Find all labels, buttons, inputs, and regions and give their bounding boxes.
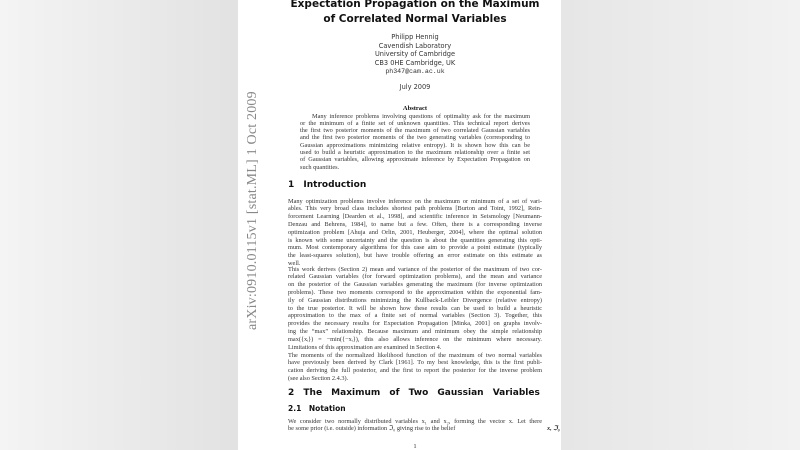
text-line: on the posterior of the Gaussian variables generating the maximum (for inverse optimization bbox=[288, 281, 542, 289]
text-line: approximation to the max of a finite set of normal variables (Section 3). Together, this bbox=[288, 312, 542, 320]
paper-date: July 2009 bbox=[399, 83, 431, 91]
text-line: used to build a heuristic approximation to the maximum relationship over a finite set bbox=[300, 149, 530, 156]
text-line: Denzau and Behrens, 1984], to name but a few. Often, there is a corresponding inverse bbox=[288, 220, 542, 228]
author-email: ph347@cam.ac.uk bbox=[385, 68, 445, 75]
author-affiliation: University of Cambridge bbox=[374, 50, 456, 58]
paper-title-line-2: of Correlated Normal Variables bbox=[323, 13, 507, 25]
margin-math: x, ℑ₀ bbox=[547, 425, 560, 432]
text-line: Gaussian approximations minimizing relative entropy). It is shown how this can be bbox=[300, 141, 530, 149]
subsection-2-1-heading: 2.1 Notation bbox=[288, 404, 346, 413]
author-affiliation: CB3 0HE Cambridge, UK bbox=[374, 59, 456, 67]
section-1-heading: 1 Introduction bbox=[288, 180, 367, 190]
text-line: forcement Learning [Dearden et al., 1998], and scientific inference in Seismology [Neumann- bbox=[288, 213, 542, 221]
text-line: or the minimum of a finite set of unknown quantities. This technical report derives bbox=[300, 119, 530, 127]
text-line: cation deriving the full posterior, and the first to report the posterior for the inverse problem bbox=[288, 367, 542, 375]
page-number: 1 bbox=[413, 443, 417, 450]
text-line: problems). These two moments correspond to the approximation within the exponential fam- bbox=[288, 288, 542, 296]
text-line: Many optimization problems involve inference on the maximum or minimum of a set of vari- bbox=[288, 197, 542, 205]
text-line: Many inference problems involving questions of optimality ask for the maximum bbox=[312, 112, 530, 120]
text-line: the least-squares solution), but have trouble offering an error estimate on this estimate as bbox=[288, 252, 542, 260]
text-line: ily of Gaussian distributions minimizing the Kullback-Leibler Divergence (relative entropy) bbox=[288, 296, 542, 304]
text-line: We consider two normally distributed variables x₁ and x₂, forming the vector x. Let there bbox=[288, 417, 542, 425]
section-2-heading: 2 The Maximum of Two Gaussian Variables bbox=[288, 388, 540, 398]
text-line: of Gaussian variables, allowing approximate inference by Expectation Propagation on bbox=[300, 156, 530, 164]
text-line: have previously been derived by Clark [1961]. To my best knowledge, this is the first publi- bbox=[288, 359, 542, 367]
author-name: Philipp Hennig bbox=[391, 33, 439, 41]
text-line: ables. This very broad class includes shortest path problems [Burton and Toint, 1992], Rein- bbox=[288, 205, 542, 213]
author-affiliation: Cavendish Laboratory bbox=[378, 42, 452, 50]
paper-title-line-1: Expectation Propagation on the Maximum bbox=[290, 0, 540, 10]
text-line: to the true posterior. It will be shown how these results can be used to build a heuristic bbox=[288, 304, 542, 312]
text-line: max({xᵢ}) = −min({−xᵢ}), this also allows inference on the minimum where necessary. bbox=[288, 335, 542, 343]
text-line: and the first two posterior moments of the two generating variables (corresponding to bbox=[300, 134, 530, 142]
abstract-heading: Abstract bbox=[402, 105, 428, 112]
text-line: provides the necessary results for Expectation Propagation [Minka, 2001] on graphs involv- bbox=[288, 320, 542, 328]
text-line: the first two posterior moments of the maximum of two correlated Gaussian variables bbox=[300, 127, 530, 135]
text-line: be some prior (i.e. outside) information ℑ₀ giving rise to the belief bbox=[288, 425, 456, 433]
arxiv-stamp: arXiv:0910.0115v1 [stat.ML] 1 Oct 2009 bbox=[245, 91, 260, 330]
text-line: Limitations of this approximation are examined in Section 4. bbox=[288, 343, 442, 351]
text-line: The moments of the normalized likelihood function of the maximum of two normal variables bbox=[288, 351, 542, 359]
text-line: well. bbox=[288, 259, 301, 267]
text-line: optimization problem [Ahuja and Orlin, 2001, Heuberger, 2004], where the optimal solution bbox=[288, 228, 542, 236]
text-line: This work derives (Section 2) mean and variance of the posterior of the maximum of two cor- bbox=[288, 265, 542, 273]
text-line: is known with some uncertainty and the question is about the quantities generating this opti- bbox=[288, 236, 542, 244]
text-line: (see also Section 2.4.3). bbox=[288, 374, 349, 382]
text-line: such quantities. bbox=[300, 163, 340, 171]
text-line: related Gaussian variables (for forward optimization problems), and the mean and variance bbox=[288, 273, 542, 281]
text-line: mum. Most contemporary algorithms for this case aim to provide a point estimate (typically bbox=[288, 244, 542, 252]
text-line: ing the “max” relationship. Because maximum and minimum obey the simple relationship bbox=[288, 327, 542, 335]
